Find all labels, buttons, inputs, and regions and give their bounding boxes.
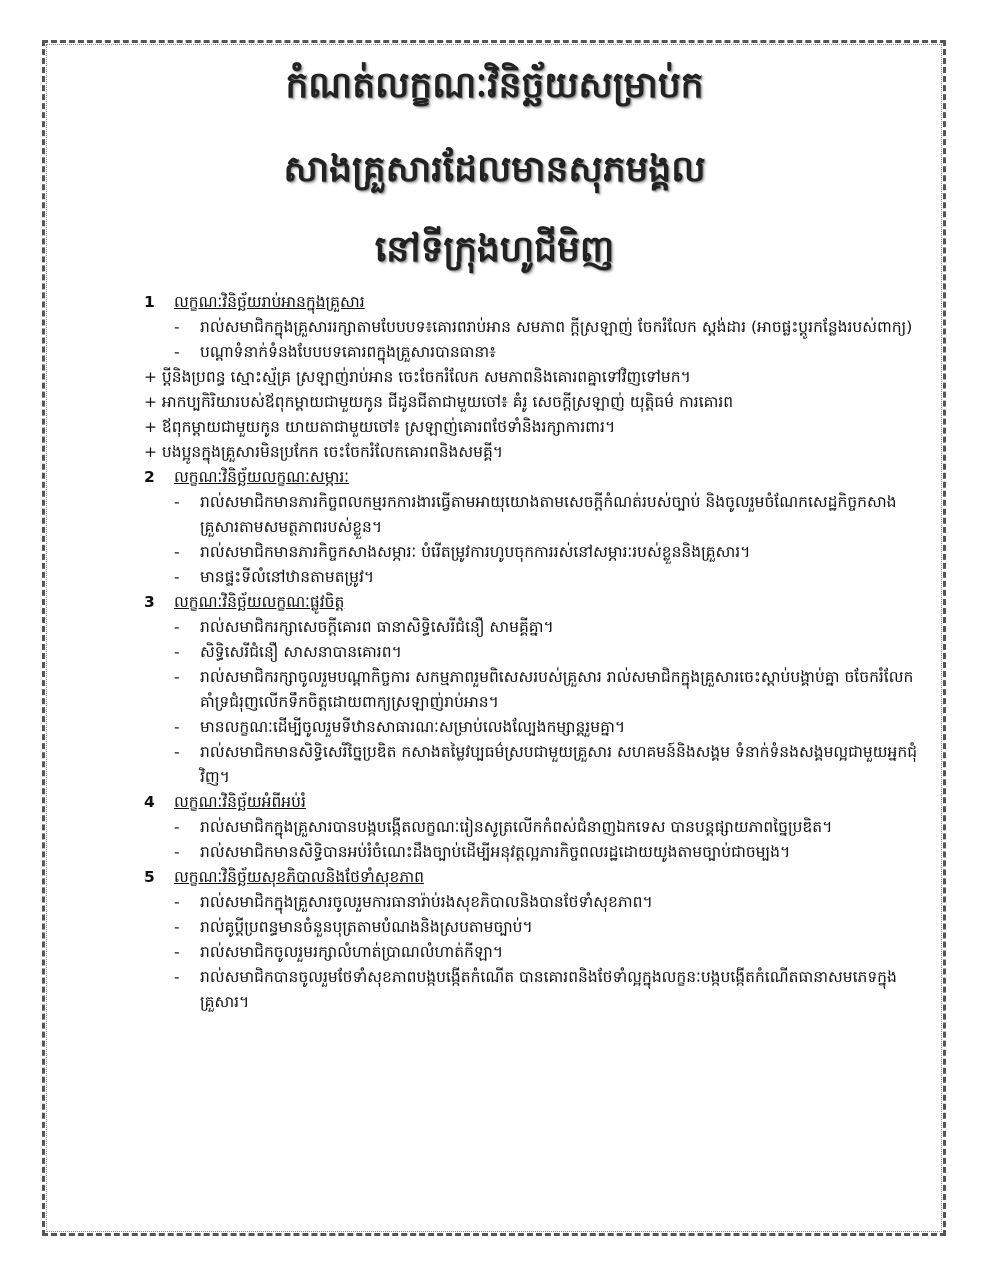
section-number: 3 — [144, 593, 155, 611]
list-item: - រាល់សមាជិករក្សាសេចក្តីគោរព ធានាសិទ្ធិសេរីជំនឿ សាមគ្គីគ្នា។ — [140, 615, 920, 640]
list-item-text: រាល់សមាជិកចូលរួមរក្សាលំហាត់ប្រាណលំហាត់កីឡា។ — [200, 943, 504, 961]
list-item-text: រាល់សមាជិកមានសិទ្ធិបានអប់រំចំណេះដឹងច្បាប់ដើម្បីអនុវត្តល្អភារកិច្ចពលរដ្ឋដោយយូងតាមច្បាប់ជាចម្បង។ — [200, 843, 791, 861]
list-item: - រាល់សមាជិកចូលរួមរក្សាលំហាត់ប្រាណលំហាត់កីឡា។ — [140, 940, 920, 965]
section-number: 4 — [144, 793, 155, 811]
section-title: លក្ខណៈវិនិច្ឆ័យលក្ខណៈសម្ភារៈ — [174, 468, 350, 486]
list-item-text: មានលក្ខណៈដើម្បីចូលរួមទីឋានសាធារណៈសម្រាប់លេងល្បែងកម្សាន្តរួមគ្នា។ — [200, 718, 626, 736]
section-number: 1 — [144, 293, 155, 311]
list-item-text: មានផ្ទះទីលំនៅឋានតាមតម្រូវ។ — [200, 568, 375, 586]
list-item: - រាល់សមាជិកមានភារកិច្ចពលកម្មរកការងារធ្វើតាមអាយុយោងតាមសេចក្តីកំណត់របស់ច្បាប់ និងចូលរួមចំណែកសេដ្ឋកិច្ចកសាងគ្រួសារតាមសមត្ថភាពរបស់ខ្លួន។ — [140, 490, 920, 540]
section-number: 2 — [144, 468, 155, 486]
section-heading — [140, 865, 920, 890]
list-item: - សិទ្ធិសេរីជំនឿ សាសនាបានគោរព។ — [140, 640, 920, 665]
list-item: - រាល់សមាជិករក្សាចូលរួមបណ្តាកិច្ចការ សកម្មភាពរួមពិសេសរបស់គ្រួសារ រាល់សមាជិកក្នុងគ្រួសារចេះស្តាប់បង្គាប់គ្នា ចចែករំលែក គាំទ្រជំរុញលើកទឹកចិត្តដោយពាក្យស្រឡាញ់រាប់អាន។ — [140, 665, 920, 715]
page-title-line-1: កំណត់លក្ខណៈវិនិច្ឆ័យសម្រាប់ក — [285, 64, 704, 106]
list-item: - មានផ្ទះទីលំនៅឋានតាមតម្រូវ។ — [140, 565, 920, 590]
section-number: 5 — [144, 868, 155, 886]
list-item-text: រាល់សមាជិកបានចូលរួមថែទាំសុខភាពបង្កបង្កើតកំណើត បានគោរពនិងថែទាំល្អក្នុងលក្ខនៈបង្កបង្កើតកំណើតធានាសមភេទក្នុងគ្រួសារ។ — [200, 968, 897, 1011]
list-item: - រាល់សមាជិកក្នុងគ្រួសារចូលរួមការធានារ៉ាប់រងសុខភិបាលនិងបានថែទាំសុខភាព។ — [140, 890, 920, 915]
list-item: - រាល់សមាជិកមានភារកិច្ចកសាងសម្ភារៈ បំរើតម្រូវការហូបចុកការរស់នៅសម្ភារៈរបស់ខ្លួននិងគ្រួសារ។ — [140, 540, 920, 565]
plus-item: + បងប្អូនក្នុងគ្រួសារមិនប្រកែក ចេះចែករំលែកគោរពនិងសមគ្គី។ — [144, 443, 504, 461]
list-item: - រាល់គូប្តីប្រពន្ធមានចំនួនបុត្រតាមបំណងនិងស្របតាមច្បាប់។ — [140, 915, 920, 940]
list-item: - រាល់សមាជិកមានសិទ្ធិបានអប់រំចំណេះដឹងច្បាប់ដើម្បីអនុវត្តល្អភារកិច្ចពលរដ្ឋដោយយូងតាមច្បាប់ជាចម្បង។ — [140, 840, 920, 865]
page-title-line-2: សាងគ្រួសារដែលមានសុភមង្គល — [283, 148, 706, 190]
list-item-text: រាល់សមាជិកក្នុងគ្រួសារបានបង្កបង្កើតលក្ខណៈរៀនសូត្រលើកកំពស់ជំនាញឯកទេស បានបន្តផ្សាយភាពច្នៃប្រឌិត។ — [200, 818, 833, 836]
list-item-text: រាល់គូប្តីប្រពន្ធមានចំនួនបុត្រតាមបំណងនិងស្របតាមច្បាប់។ — [200, 918, 533, 936]
criteria-list — [140, 290, 920, 1015]
list-item-text: រាល់សមាជិករក្សាសេចក្តីគោរព ធានាសិទ្ធិសេរីជំនឿ សាមគ្គីគ្នា។ — [200, 618, 554, 636]
list-item: - រាល់សមាជិកក្នុងគ្រួសារបានបង្កបង្កើតលក្ខណៈរៀនសូត្រលើកកំពស់ជំនាញឯកទេស បានបន្តផ្សាយភាពច្នៃប្រឌិត។ — [140, 815, 920, 840]
list-item: - រាល់សមាជិកក្នុងគ្រួសាររក្សាតាមបែបបទ៖គោរពរាប់អាន សមភាព ក្តីស្រឡាញ់ ចែករំលែក ស្តង់ដារ (អាចផ្លះប្តូរកន្លែងរបស់ពាក្យ) — [140, 315, 920, 340]
section-title: លក្ខណៈវិនិច្ឆ័យរាប់អានក្នុងគ្រួសារ — [174, 293, 365, 311]
list-item: - រាល់សមាជិកមានសិទ្ធិសេរីច្នៃប្រឌិត កសាងតម្លៃវប្បធម៌ស្របជាមួយគ្រួសារ សហគមន៍និងសង្គម ទំនាក់ទំនងសង្គមល្អជាមួយអ្នកជុំវិញ។ — [140, 740, 920, 790]
section-heading — [140, 790, 920, 815]
list-item-text: រាល់សមាជិកមានសិទ្ធិសេរីច្នៃប្រឌិត កសាងតម្លៃវប្បធម៌ស្របជាមួយគ្រួសារ សហគមន៍និងសង្គម ទំនាក់ទំនងសង្គមល្អជាមួយអ្នកជុំវិញ។ — [200, 743, 918, 786]
plus-item: + អាកប្បកិរិយារបស់ឪពុកម្តាយជាមួយកូន ជីដូនជីតាជាមួយចៅ៖ គំរូ សេចក្តីស្រឡាញ់ យុត្តិធម៌ ការគោរព — [144, 393, 734, 411]
list-item-text: រាល់សមាជិកមានភារកិច្ចកសាងសម្ភារៈ បំរើតម្រូវការហូបចុកការរស់នៅសម្ភារៈរបស់ខ្លួននិងគ្រួសារ។ — [200, 543, 751, 561]
section-title: លក្ខណៈវិនិច្ឆ័យលក្ខណៈផ្លូវចិត្ត — [174, 593, 345, 611]
list-item-text: បណ្តាទំនាក់ទំនងបែបបទគោរពក្នុងគ្រួសារបានធានា៖ — [200, 343, 496, 361]
list-item-text: រាល់សមាជិកក្នុងគ្រួសារចូលរួមការធានារ៉ាប់រងសុខភិបាលនិងបានថែទាំសុខភាព។ — [200, 893, 653, 911]
list-item-text: សិទ្ធិសេរីជំនឿ សាសនាបានគោរព។ — [200, 643, 402, 661]
list-item-text: រាល់សមាជិកមានភារកិច្ចពលកម្មរកការងារធ្វើតាមអាយុយោងតាមសេចក្តីកំណត់របស់ច្បាប់ និងចូលរួមចំណែកសេដ្ឋកិច្ចកសាងគ្រួសារតាមសមត្ថភាពរបស់ខ្លួន។ — [200, 493, 897, 536]
list-item: - រាល់សមាជិកបានចូលរួមថែទាំសុខភាពបង្កបង្កើតកំណើត បានគោរពនិងថែទាំល្អក្នុងលក្ខនៈបង្កបង្កើតកំណើតធានាសមភេទក្នុងគ្រួសារ។ — [140, 965, 920, 1015]
section-heading — [140, 590, 920, 615]
section-title: លក្ខណៈវិនិច្ឆ័យអំពីអប់រំ — [174, 793, 306, 811]
plus-item: + ប្តីនិងប្រពន្ធ ស្មោះស្ម័គ្រ ស្រឡាញ់រាប់អាន ចេះចែករំលែក សមភាពនិងគោរពគ្នាទៅវិញទៅមក។ — [144, 368, 691, 386]
list-item-text: រាល់សមាជិកក្នុងគ្រួសាររក្សាតាមបែបបទ៖គោរពរាប់អាន សមភាព ក្តីស្រឡាញ់ ចែករំលែក ស្តង់ដារ (អាចផ្លះប្តូរកន្លែងរបស់ពាក្យ) — [200, 318, 913, 336]
section-title: លក្ខណៈវិនិច្ឆ័យសុខភិបាលនិងថែទាំសុខភាព — [174, 868, 424, 886]
list-item-text: រាល់សមាជិករក្សាចូលរួមបណ្តាកិច្ចការ សកម្មភាពរួមពិសេសរបស់គ្រួសារ រាល់សមាជិកក្នុងគ្រួសារចេះស្តាប់បង្គាប់គ្នា ចចែករំលែក គាំទ្រជំរុញលើកទឹកចិត្តដោយពាក្យស្រឡាញ់រាប់អាន។ — [200, 668, 914, 711]
section-heading — [140, 290, 920, 315]
section-heading — [140, 465, 920, 490]
plus-item: + ឪពុកម្តាយជាមួយកូន យាយតាជាមួយចៅ៖ ស្រឡាញ់គោរពថែទាំនិងរក្សាការពារ។ — [144, 418, 616, 436]
list-item: - មានលក្ខណៈដើម្បីចូលរួមទីឋានសាធារណៈសម្រាប់លេងល្បែងកម្សាន្តរួមគ្នា។ — [140, 715, 920, 740]
list-item: - បណ្តាទំនាក់ទំនងបែបបទគោរពក្នុងគ្រួសារបានធានា៖ — [140, 340, 920, 365]
page-title-line-3: នៅទីក្រុងហូជីមិញ — [374, 228, 615, 270]
